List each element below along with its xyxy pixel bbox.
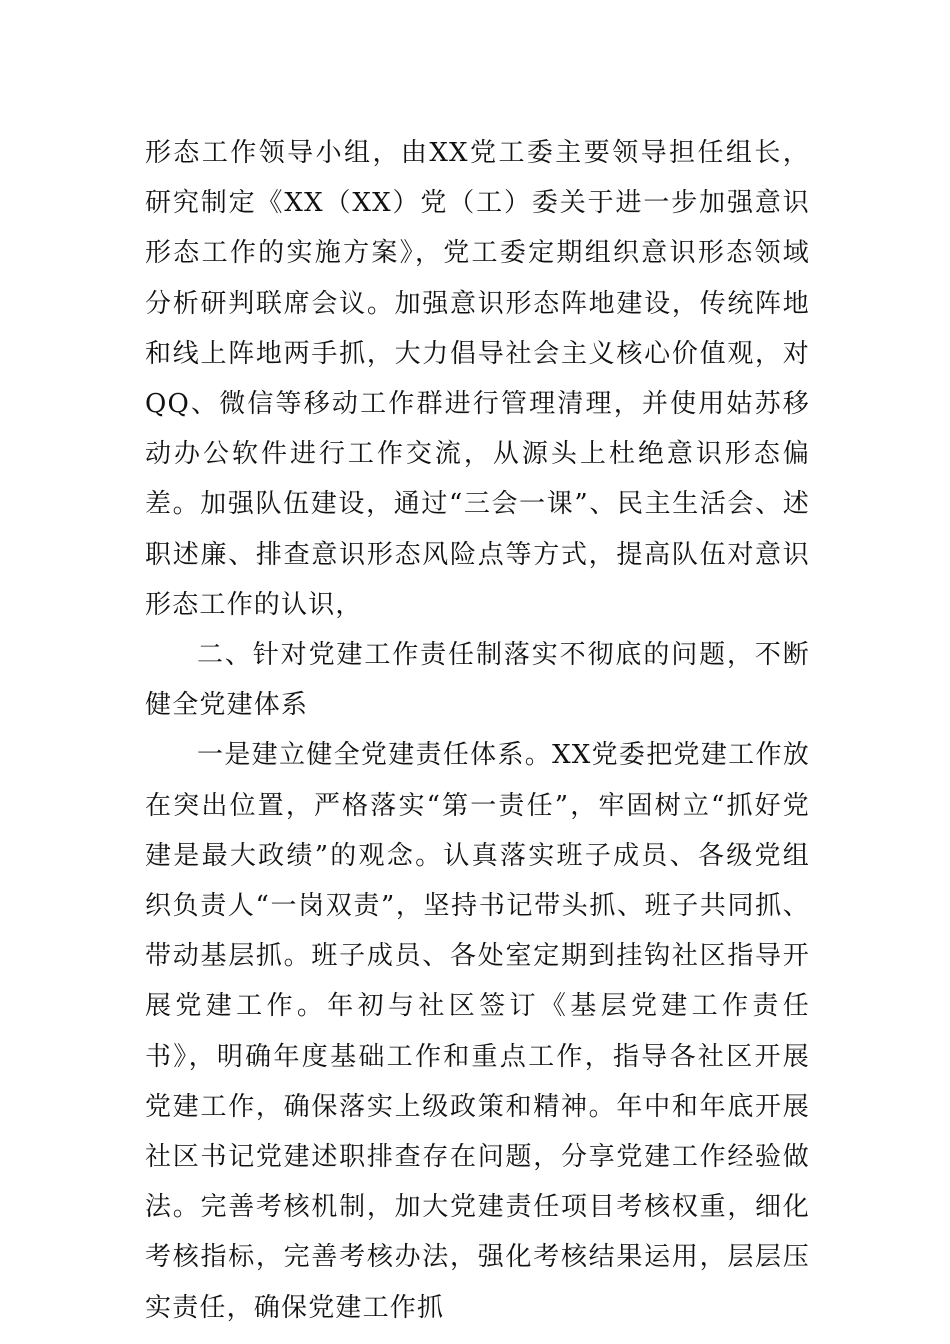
paragraph-ideology-work: 形态工作领导小组，由XX党工委主要领导担任组长，研究制定《XX（XX）党（工）委关于进一步加强意识形态工作的实施方案》，党工委定期组织意识形态领域分析研判联席会议。加强意识形态阵地建设，传统阵地和线上阵地两手抓，大力倡导社会主义核心价值观，对QQ、微信等移动工作群进行管理清理，并使用姑苏移动办公软件进行工作交流，从源头上杜绝意识形态偏差。加强队伍建设，通过“三会一课”、民主生活会、述职述廉、排查意识形态风险点等方式，提高队伍对意识形态工作的认识， bbox=[145, 138, 810, 620]
document-body bbox=[145, 128, 810, 1333]
section-heading-party-building: 二、针对党建工作责任制落实不彻底的问题，不断健全党建体系 bbox=[145, 640, 810, 721]
paragraph-responsibility-system: 一是建立健全党建责任体系。XX党委把党建工作放在突出位置，严格落实“第一责任”，牢固树立“抓好党建是最大政绩”的观念。认真落实班子成员、各级党组织负责人“一岗双责”，坚持书记带头抓、班子共同抓、带动基层抓。班子成员、各处室定期到挂钩社区指导开展党建工作。年初与社区签订《基层党建工作责任书》，明确年度基础工作和重点工作，指导各社区开展党建工作，确保落实上级政策和精神。年中和年底开展社区书记党建述职排查存在问题，分享党建工作经验做法。完善考核机制，加大党建责任项目考核权重，细化考核指标，完善考核办法，强化考核结果运用，层层压实责任，确保党建工作抓 bbox=[145, 740, 810, 1323]
